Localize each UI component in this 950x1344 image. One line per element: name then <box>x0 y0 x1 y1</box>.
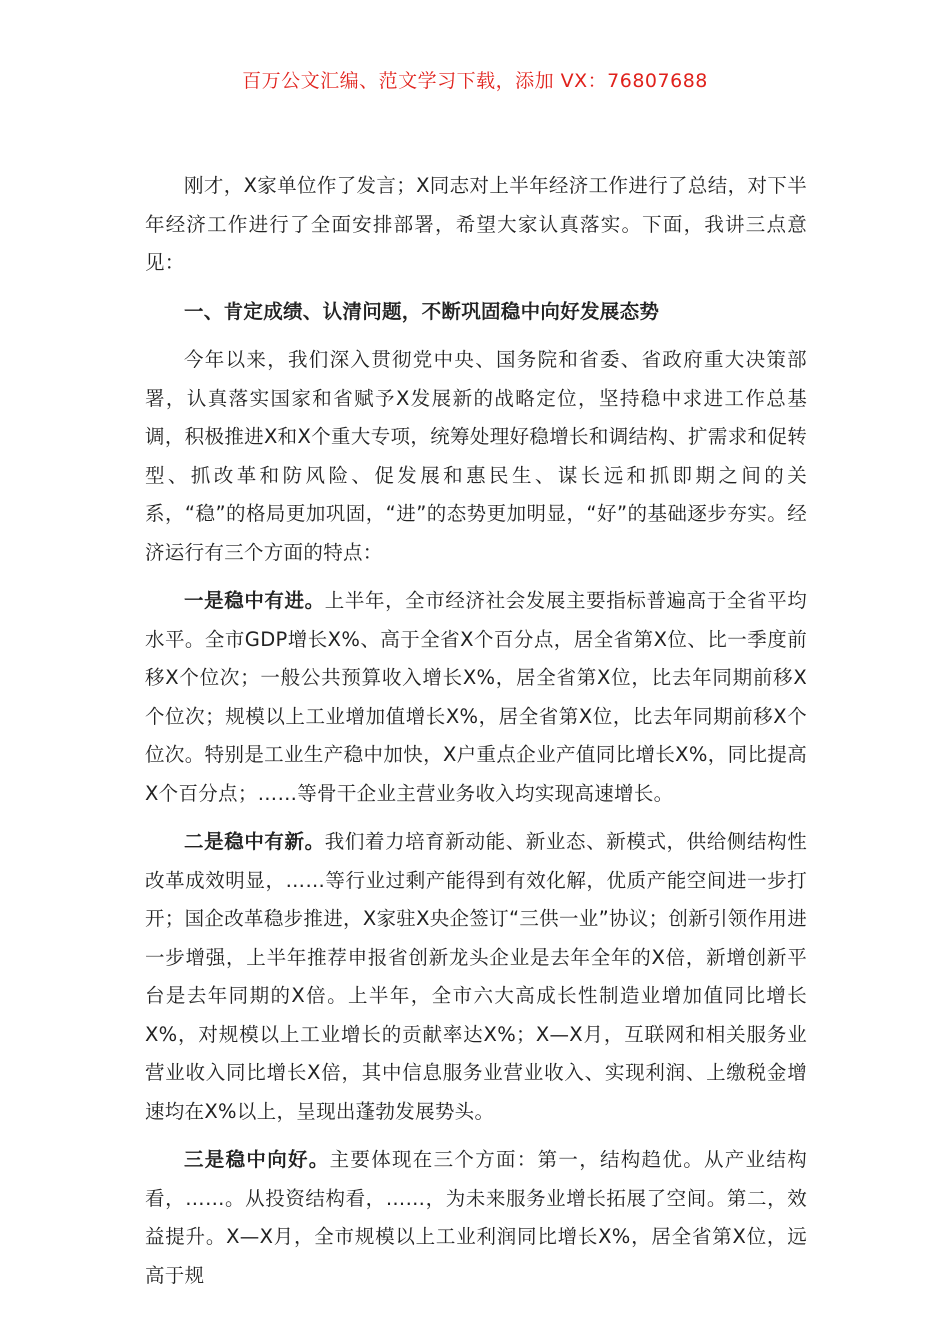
intro-paragraph: 刚才，X家单位作了发言；X同志对上半年经济工作进行了总结，对下半年经济工作进行了全面安排部署，希望大家认真落实。下面，我讲三点意见： <box>145 174 807 274</box>
section-heading: 一、肯定成绩、认清问题，不断巩固稳中向好发展态势 <box>184 299 660 323</box>
overview-paragraph: 今年以来，我们深入贯彻党中央、国务院和省委、省政府重大决策部署，认真落实国家和省赋予X发展新的战略定位，坚持稳中求进工作总基调，积极推进X和X个重大专项，统筹处理好稳增长和调结构、扩需求和促转型、抓改革和防风险、促发展和惠民生、谋长远和抓即期之间的关系，“稳”的格局更加巩固，“进”的态势更加明显，“好”的基础逐步夯实。经济运行有三个方面的特点： <box>145 348 807 564</box>
point-three-text: 主要体现在三个方面：第一，结构趋优。从产业结构看，……。从投资结构看，……，为未来服务业增长拓展了空间。第二，效益提升。X—X月，全市规模以上工业利润同比增长X%，居全省第X位，远高于规 <box>145 1148 807 1287</box>
point-three-lead: 三是稳中向好。 <box>184 1148 330 1171</box>
point-two-text: 我们着力培育新动能、新业态、新模式，供给侧结构性改革成效明显，……等行业过剩产能得到有效化解，优质产能空间进一步打开；国企改革稳步推进，X家驻X央企签订“三供一业”协议；创新引领作用进一步增强，上半年推荐申报省创新龙头企业是去年全年的X倍，新增创新平台是去年同期的X倍。上半年，全市六大高成长性制造业增加值同比增长X%，对规模以上工业增长的贡献率达X%；X—X月，互联网和相关服务业营业收入同比增长X倍，其中信息服务业营业收入、实现利润、上缴税金增速均在X%以上，呈现出蓬勃发展势头。 <box>145 830 807 1123</box>
point-two-paragraph <box>145 823 807 1131</box>
point-one-text: 上半年，全市经济社会发展主要指标普遍高于全省平均水平。全市GDP增长X%、高于全省X个百分点，居全省第X位、比一季度前移X个位次；一般公共预算收入增长X%，居全省第X位，比去年同期前移X个位次；规模以上工业增加值增长X%，居全省第X位，比去年同期前移X个位次。特别是工业生产稳中加快，X户重点企业产值同比增长X%，同比提高X个百分点；……等骨干企业主营业务收入均实现高速增长。 <box>145 589 807 805</box>
document-body <box>145 167 807 1295</box>
point-one-paragraph <box>145 582 807 813</box>
point-one-lead: 一是稳中有进。 <box>184 589 325 612</box>
point-two-lead: 二是稳中有新。 <box>184 830 325 853</box>
point-three-paragraph <box>145 1141 807 1295</box>
watermark-header: 百万公文汇编、范文学习下载，添加 VX：76807688 <box>242 70 708 92</box>
